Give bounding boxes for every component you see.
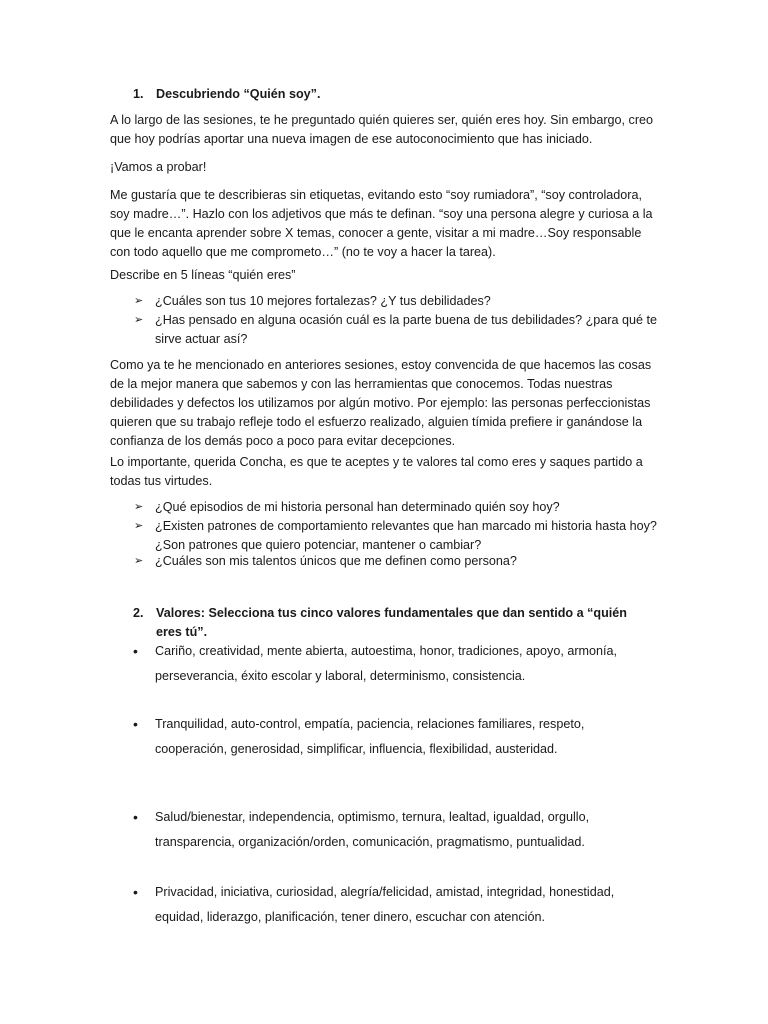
question-item: ➢ ¿Cuáles son tus 10 mejores fortalezas? ¿Y tus debilidades? <box>155 292 660 311</box>
paragraph-6: Lo importante, querida Concha, es que te aceptes y te valores tal como eres y saques partido a todas tus virtudes. <box>110 455 643 488</box>
question-item: ➢ ¿Existen patrones de comportamiento relevantes que han marcado mi historia hasta hoy? ¿Son patrones que quiero potenciar, mantener o cambiar? <box>134 519 657 552</box>
question-item: ➢ ¿Cuáles son mis talentos únicos que me definen como persona? <box>155 552 660 571</box>
section1-heading <box>133 85 656 104</box>
arrow-bullet-icon: ➢ <box>134 295 144 307</box>
values-group: • Privacidad, iniciativa, curiosidad, alegría/felicidad, amistad, integridad, honestidad, equidad, liderazgo, planificación, tener dinero, escuchar con atención. <box>133 884 615 924</box>
paragraph-2: ¡Vamos a probar! <box>110 160 207 174</box>
section1-number: 1. <box>133 87 144 101</box>
values-group: • Salud/bienestar, independencia, optimismo, ternura, lealtad, igualdad, orgullo, transparencia, organización/orden, comunicación, pragmatismo, puntualidad. <box>133 809 590 849</box>
arrow-bullet-icon: ➢ <box>134 520 144 532</box>
question-item: ➢ ¿Has pensado en alguna ocasión cuál es la parte buena de tus debilidades? ¿para qué te sirve actuar así? <box>134 313 658 346</box>
section2-heading <box>133 604 656 642</box>
section1-title: Descubriendo “Quién soy”. <box>156 87 321 101</box>
arrow-bullet-icon: ➢ <box>134 555 144 567</box>
section2-number: 2. <box>133 606 144 620</box>
paragraph-5: Como ya te he mencionado en anteriores sesiones, estoy convencida de que hacemos las cosas de la mejor manera que sabemos y con las herramientas que conocemos. Todas nuestras debilidades y defectos los utilizamos por algún motivo. Por ejemplo: las personas perfeccionistas quieren que su trabajo refleje todo el esfuerzo realizado, alguien tímida prefiere ir ganándose la confianza de los demás poco a poco para evitar decepciones. <box>110 358 652 448</box>
dot-bullet-icon: • <box>133 716 138 732</box>
values-group: • Cariño, creatividad, mente abierta, autoestima, honor, tradiciones, apoyo, armonía, perseverancia, éxito escolar y laboral, determinismo, consistencia. <box>133 643 618 683</box>
paragraph-3: Me gustaría que te describieras sin etiquetas, evitando esto “soy rumiadora”, “soy controladora, soy madre…”. Hazlo con los adjetivos que más te definan. “soy una persona alegre y curiosa a la que le encanta aprender sobre X temas, conocer a gente, visitar a mi madre…Soy responsable con todo aquello que me comprometo…” (no te voy a hacer la tarea). <box>110 188 653 259</box>
arrow-bullet-icon: ➢ <box>134 314 144 326</box>
dot-bullet-icon: • <box>133 809 138 825</box>
dot-bullet-icon: • <box>133 643 138 659</box>
dot-bullet-icon: • <box>133 884 138 900</box>
question-item: ➢ ¿Qué episodios de mi historia personal han determinado quién soy hoy? <box>155 498 660 517</box>
arrow-bullet-icon: ➢ <box>134 501 144 513</box>
values-group: • Tranquilidad, auto-control, empatía, paciencia, relaciones familiares, respeto, cooperación, generosidad, simplificar, influencia, flexibilidad, austeridad. <box>133 716 585 756</box>
paragraph-4: Describe en 5 líneas “quién eres” <box>110 268 296 282</box>
paragraph-1: A lo largo de las sesiones, te he preguntado quién quieres ser, quién eres hoy. Sin embargo, creo que hoy podrías aportar una nueva imagen de ese autoconocimiento que has iniciado. <box>110 113 654 146</box>
section2-title: Valores: Selecciona tus cinco valores fundamentales que dan sentido a “quién eres tú”. <box>156 606 628 639</box>
